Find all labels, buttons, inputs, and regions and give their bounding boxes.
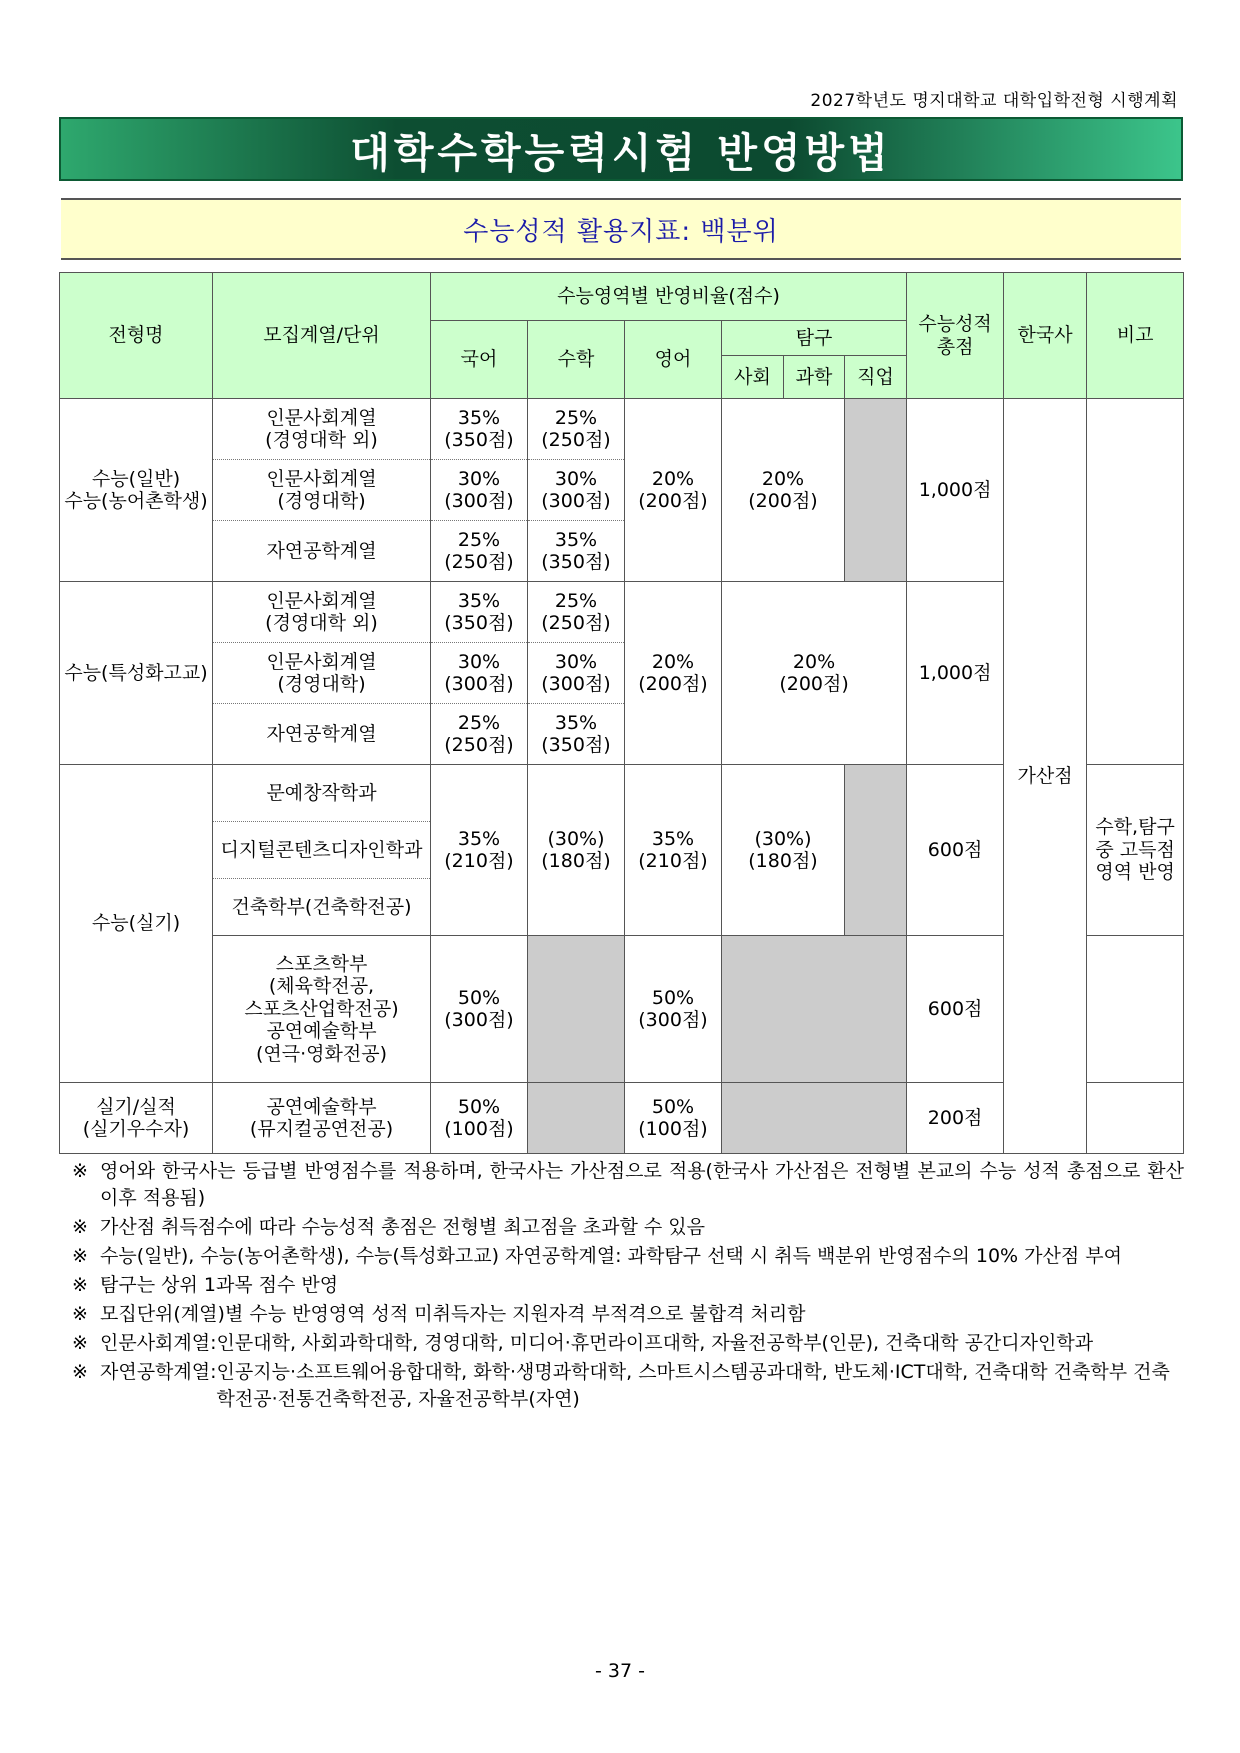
math-cell: (30%) (180점) xyxy=(528,765,625,936)
header-social: 사회 xyxy=(722,356,784,399)
math-cell: 35% (350점) xyxy=(528,704,625,765)
korean-cell: 25% (250점) xyxy=(431,521,528,582)
track-cell: 수능(일반) 수능(농어촌학생) xyxy=(60,399,213,582)
note-text: 모집단위(계열)별 수능 반영영역 성적 미취득자는 지원자격 부적격으로 불합격 처리함 xyxy=(100,1303,806,1325)
notes-section xyxy=(72,1158,1184,1415)
total-cell: 200점 xyxy=(907,1083,1004,1154)
note-item xyxy=(72,1301,1184,1328)
korean-cell: 25% (250점) xyxy=(431,704,528,765)
header-english: 영어 xyxy=(625,321,722,399)
korean-cell: 35% (350점) xyxy=(431,399,528,460)
math-cell: 25% (250점) xyxy=(528,582,625,643)
remarks-cell xyxy=(1087,1083,1184,1154)
korean-cell: 35% (210점) xyxy=(431,765,528,936)
math-na-cell xyxy=(528,936,625,1083)
header-track: 전형명 xyxy=(60,273,213,399)
unit-cell: 자연공학계열 xyxy=(213,521,431,582)
note-label: 자연공학계열: xyxy=(100,1361,217,1383)
unit-cell: 인문사회계열 (경영대학) xyxy=(213,460,431,521)
inquiry-na-cell xyxy=(722,1083,907,1154)
header-inquiry: 탐구 xyxy=(722,321,907,356)
note-mark: ※ xyxy=(72,1160,88,1182)
korean-cell: 50% (300점) xyxy=(431,936,528,1083)
note-mark: ※ xyxy=(72,1303,88,1325)
math-na-cell xyxy=(528,1083,625,1154)
korean-cell: 30% (300점) xyxy=(431,643,528,704)
note-item xyxy=(72,1330,1184,1357)
english-cell: 35% (210점) xyxy=(625,765,722,936)
note-mark: ※ xyxy=(72,1245,88,1267)
inquiry-cell: 20% (200점) xyxy=(722,582,907,765)
header-total: 수능성적 총점 xyxy=(907,273,1004,399)
unit-cell: 건축학부(건축학전공) xyxy=(213,879,431,936)
page-title: 대학수학능력시험 반영방법 xyxy=(350,128,892,177)
math-cell: 30% (300점) xyxy=(528,460,625,521)
header-history: 한국사 xyxy=(1004,273,1087,399)
header-korean: 국어 xyxy=(431,321,528,399)
inquiry-cell: 20% (200점) xyxy=(722,399,845,582)
unit-cell: 인문사회계열 (경영대학 외) xyxy=(213,582,431,643)
note-text: 영어와 한국사는 등급별 반영점수를 적용하며, 한국사는 가산점으로 적용(한국사 가산점은 전형별 본교의 수능 성적 총점으로 환산 이후 적용됨) xyxy=(100,1160,1184,1209)
korean-cell: 30% (300점) xyxy=(431,460,528,521)
note-text: 인문대학, 사회과학대학, 경영대학, 미디어·휴먼라이프대학, 자율전공학부(인문), 건축대학 공간디자인학과 xyxy=(216,1332,1094,1354)
unit-cell: 문예창작학과 xyxy=(213,765,431,822)
vocational-na-cell xyxy=(845,399,907,582)
total-cell: 1,000점 xyxy=(907,399,1004,582)
title-banner xyxy=(59,117,1183,181)
note-label: 인문사회계열: xyxy=(100,1332,217,1354)
header-science: 과학 xyxy=(784,356,845,399)
math-cell: 35% (350점) xyxy=(528,521,625,582)
note-mark: ※ xyxy=(72,1332,88,1354)
history-cell: 가산점 xyxy=(1004,399,1087,1154)
note-mark: ※ xyxy=(72,1274,88,1296)
note-text: 인공지능·소프트웨어융합대학, 화학·생명과학대학, 스마트시스템공과대학, 반도체·ICT대학, 건축대학 건축학부 건축학전공·전통건축학전공, 자율전공학부(자연) xyxy=(216,1361,1170,1410)
page-number: - 37 - xyxy=(595,1660,645,1682)
subtitle-banner xyxy=(61,198,1181,260)
inquiry-cell: (30%) (180점) xyxy=(722,765,845,936)
score-table xyxy=(59,272,1184,1154)
note-text: 수능(일반), 수능(농어촌학생), 수능(특성화고교) 자연공학계열: 과학탐구 선택 시 취득 백분위 반영점수의 10% 가산점 부여 xyxy=(100,1245,1122,1267)
total-cell: 1,000점 xyxy=(907,582,1004,765)
note-text: 가산점 취득점수에 따라 수능성적 총점은 전형별 최고점을 초과할 수 있음 xyxy=(100,1216,705,1238)
math-cell: 25% (250점) xyxy=(528,399,625,460)
english-cell: 20% (200점) xyxy=(625,399,722,582)
unit-cell: 스포츠학부 (체육학전공, 스포츠산업학전공) 공연예술학부 (연극·영화전공) xyxy=(213,936,431,1083)
note-item xyxy=(72,1359,1184,1413)
note-item xyxy=(72,1272,1184,1299)
header-ratio-group: 수능영역별 반영비율(점수) xyxy=(431,273,907,321)
document-header: 2027학년도 명지대학교 대학입학전형 시행계획 xyxy=(810,91,1178,111)
korean-cell: 50% (100점) xyxy=(431,1083,528,1154)
english-cell: 50% (100점) xyxy=(625,1083,722,1154)
header-remarks: 비고 xyxy=(1087,273,1184,399)
korean-cell: 35% (350점) xyxy=(431,582,528,643)
math-cell: 30% (300점) xyxy=(528,643,625,704)
track-cell: 수능(실기) xyxy=(60,765,213,1083)
english-cell: 20% (200점) xyxy=(625,582,722,765)
note-mark: ※ xyxy=(72,1216,88,1238)
header-unit: 모집계열/단위 xyxy=(213,273,431,399)
note-item xyxy=(72,1158,1184,1212)
unit-cell: 공연예술학부 (뮤지컬공연전공) xyxy=(213,1083,431,1154)
unit-cell: 자연공학계열 xyxy=(213,704,431,765)
note-text: 탐구는 상위 1과목 점수 반영 xyxy=(100,1274,339,1296)
track-cell: 수능(특성화고교) xyxy=(60,582,213,765)
header-vocational: 직업 xyxy=(845,356,907,399)
track-cell: 실기/실적 (실기우수자) xyxy=(60,1083,213,1154)
unit-cell: 디지털콘텐츠디자인학과 xyxy=(213,822,431,879)
remarks-cell: 수학,탐구 중 고득점 영역 반영 xyxy=(1087,765,1184,936)
inquiry-na-cell xyxy=(722,936,907,1083)
note-item xyxy=(72,1214,1184,1241)
total-cell: 600점 xyxy=(907,765,1004,936)
header-math: 수학 xyxy=(528,321,625,399)
unit-cell: 인문사회계열 (경영대학) xyxy=(213,643,431,704)
vocational-na-cell xyxy=(845,765,907,936)
remarks-cell xyxy=(1087,399,1184,765)
english-cell: 50% (300점) xyxy=(625,936,722,1083)
remarks-cell xyxy=(1087,936,1184,1083)
note-mark: ※ xyxy=(72,1361,88,1383)
subtitle: 수능성적 활용지표: 백분위 xyxy=(463,216,779,247)
note-item xyxy=(72,1243,1184,1270)
total-cell: 600점 xyxy=(907,936,1004,1083)
unit-cell: 인문사회계열 (경영대학 외) xyxy=(213,399,431,460)
